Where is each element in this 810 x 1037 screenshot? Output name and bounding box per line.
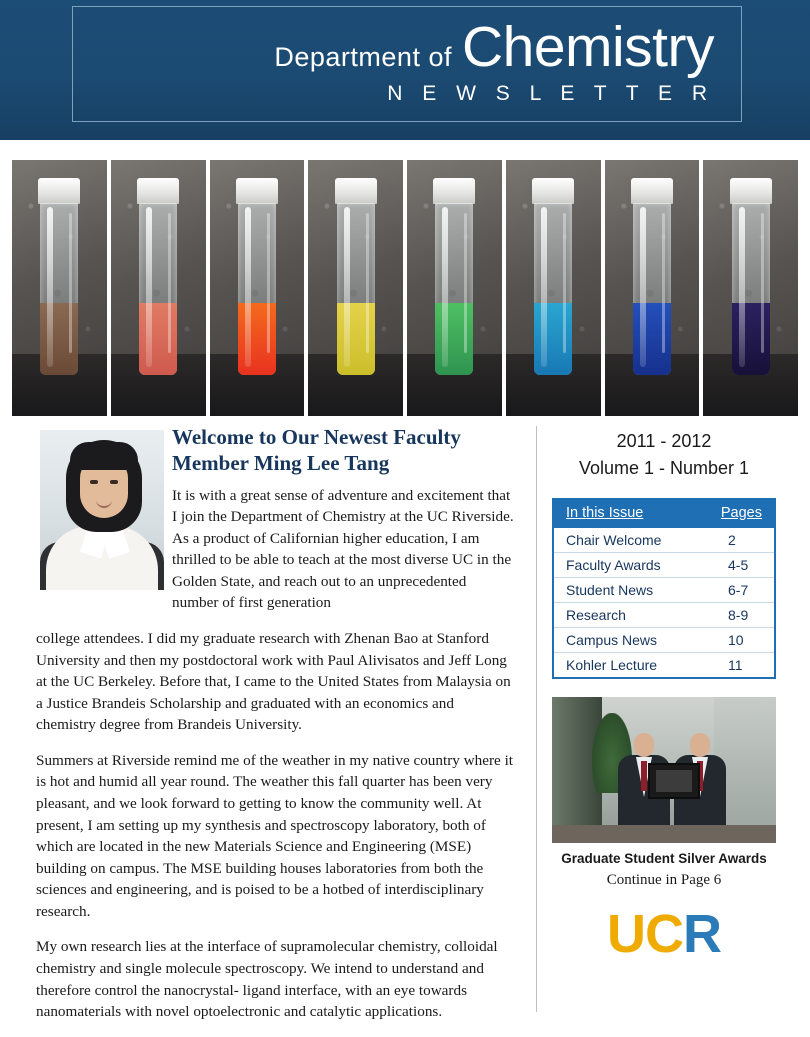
toc-entry[interactable] bbox=[554, 653, 774, 677]
toc-entry-title: Research bbox=[566, 607, 626, 623]
article-paragraph-1-continued: college attendees. I did my graduate research with Zhenan Bao at Stanford University and then my postdoctoral work with Paul Alivisatos and Jeff Long at the UC Berkeley. Before that, I came to the United States from Malaysia on a Justice Brandeis Scholarship and graduated with an economics and chemistry degree from Brandeis University. bbox=[36, 629, 511, 734]
portrait-eye-left bbox=[90, 480, 98, 484]
vial-cap bbox=[38, 178, 80, 204]
sample-vial bbox=[136, 178, 180, 390]
ucr-logo-letter-c: C bbox=[645, 904, 683, 964]
masthead bbox=[0, 0, 810, 140]
person-tie bbox=[641, 761, 647, 791]
banner-photo-vial-3 bbox=[210, 160, 305, 416]
sidebar-column bbox=[552, 424, 776, 964]
toc-entry-pages: 11 bbox=[728, 657, 743, 673]
toc-entry-title: Kohler Lecture bbox=[566, 657, 658, 673]
toc-entry[interactable] bbox=[554, 628, 774, 653]
toc-entry-pages: 2 bbox=[728, 532, 736, 548]
sample-vial bbox=[334, 178, 378, 390]
vial-highlight-secondary bbox=[69, 213, 72, 353]
toc-header-pages: Pages bbox=[720, 505, 762, 521]
article-headline: Welcome to Our Newest Faculty Member Ming Lee Tang bbox=[172, 425, 461, 476]
continue-reference: Continue in Page 6 bbox=[606, 872, 722, 888]
issue-years: 2011 - 2012 bbox=[616, 431, 712, 451]
toc-entry[interactable] bbox=[554, 603, 774, 628]
vial-highlight-secondary bbox=[168, 213, 171, 353]
article-paragraph-2: Summers at Riverside remind me of the weather in my native country where it is hot and humid all year round. The weather this fall quarter has been very pleasant, and we look forward to getting to know the community well. At present, I am setting up my synthesis and spectroscopy laboratory, both of which are located in the new Materials Science and Engineering (MSE) building on campus. The MSE building houses laboratories from both the sciences and engineering, and is poised to be a hotbed of interdisciplinary research. bbox=[36, 751, 514, 920]
vial-highlight bbox=[739, 207, 745, 367]
person-head bbox=[690, 733, 710, 757]
vial-cap bbox=[532, 178, 574, 204]
toc-entry-pages: 8-9 bbox=[728, 607, 749, 623]
toc-entry-title: Student News bbox=[566, 582, 654, 598]
portrait-fringe bbox=[70, 442, 138, 470]
vial-liquid bbox=[633, 303, 671, 375]
vial-highlight bbox=[442, 207, 448, 367]
newsletter-body bbox=[0, 424, 810, 1020]
vial-highlight bbox=[344, 207, 350, 367]
toc-entry-title: Faculty Awards bbox=[566, 557, 661, 573]
vial-highlight-secondary bbox=[464, 213, 467, 353]
ucr-logo-letter-u: U bbox=[607, 904, 645, 964]
toc-entry[interactable] bbox=[554, 578, 774, 603]
plaque-inner bbox=[656, 770, 692, 792]
main-article-column bbox=[36, 424, 516, 1037]
award-ceremony-photo bbox=[552, 697, 776, 843]
vial-body bbox=[534, 203, 572, 375]
department-label: Department of bbox=[274, 42, 452, 72]
toc-entry[interactable] bbox=[554, 553, 774, 578]
vial-highlight bbox=[640, 207, 646, 367]
sample-vial bbox=[37, 178, 81, 390]
vial-liquid bbox=[337, 303, 375, 375]
portrait-eye-right bbox=[110, 480, 118, 484]
toc-entry-pages: 6-7 bbox=[728, 582, 749, 598]
vial-liquid bbox=[732, 303, 770, 375]
vial-highlight bbox=[245, 207, 251, 367]
vial-cap bbox=[631, 178, 673, 204]
vial-highlight bbox=[47, 207, 53, 367]
banner-photo-vial-2 bbox=[111, 160, 206, 416]
sample-vial bbox=[235, 178, 279, 390]
vial-cap bbox=[730, 178, 772, 204]
vial-liquid bbox=[40, 303, 78, 375]
banner-photo-vial-4 bbox=[308, 160, 403, 416]
newsletter-label: N E W S L E T T E R bbox=[387, 82, 714, 105]
vial-highlight-secondary bbox=[267, 213, 270, 353]
vial-cap bbox=[137, 178, 179, 204]
article-paragraph-3: My own research lies at the interface of supramolecular chemistry, colloidal chemistry and single molecule spectroscopy. We intend to understand and therefore control the nanocrystal- ligand interface, with an eye towards nanomaterials with novel optoelectronic and catalytic applications. bbox=[36, 938, 498, 1021]
sample-vial bbox=[531, 178, 575, 390]
award-plaque bbox=[648, 763, 700, 799]
issue-volume-number: Volume 1 - Number 1 bbox=[578, 458, 750, 478]
subject-title: Chemistry bbox=[461, 15, 714, 79]
ucr-logo-letter-r: R bbox=[683, 904, 721, 964]
toc-entry-pages: 10 bbox=[728, 632, 744, 648]
article-paragraph-1-indented: It is with a great sense of adventure and excitement that I join the Department of Chemistry at the UC Riverside. As a product of Californian higher education, I am thrilled to be able to teach at the most diverse UC in the Golden State, and reach out to an unprecedented number of first generation bbox=[172, 486, 514, 612]
banner-photo-strip bbox=[12, 160, 798, 416]
toc-entry-title: Campus News bbox=[566, 632, 658, 648]
person-head bbox=[634, 733, 654, 757]
vial-body bbox=[337, 203, 375, 375]
vial-highlight bbox=[541, 207, 547, 367]
vial-highlight-secondary bbox=[761, 213, 764, 353]
banner-photo-vial-6 bbox=[506, 160, 601, 416]
vial-body bbox=[732, 203, 770, 375]
sample-vial bbox=[432, 178, 476, 390]
vial-highlight-secondary bbox=[563, 213, 566, 353]
vial-cap bbox=[236, 178, 278, 204]
vial-body bbox=[633, 203, 671, 375]
banner-photo-vial-7 bbox=[605, 160, 700, 416]
vial-body bbox=[139, 203, 177, 375]
vial-liquid bbox=[238, 303, 276, 375]
vial-body bbox=[238, 203, 276, 375]
masthead-title bbox=[72, 14, 742, 80]
toc-header-row bbox=[554, 500, 774, 528]
vial-highlight bbox=[146, 207, 152, 367]
vial-cap bbox=[433, 178, 475, 204]
photo-floor bbox=[552, 825, 776, 843]
vial-highlight-secondary bbox=[366, 213, 369, 353]
vial-liquid bbox=[435, 303, 473, 375]
banner-photo-vial-1 bbox=[12, 160, 107, 416]
article-top-block bbox=[36, 424, 516, 614]
faculty-portrait-photo bbox=[40, 430, 164, 590]
award-photo-caption: Graduate Student Silver Awards bbox=[561, 851, 767, 866]
sample-vial bbox=[630, 178, 674, 390]
vial-body bbox=[40, 203, 78, 375]
banner-photo-vial-5 bbox=[407, 160, 502, 416]
ucr-logo bbox=[552, 904, 776, 964]
table-of-contents bbox=[552, 498, 776, 679]
sample-vial bbox=[729, 178, 773, 390]
vial-highlight-secondary bbox=[662, 213, 665, 353]
toc-entry-title: Chair Welcome bbox=[566, 532, 662, 548]
banner-photo-vial-8 bbox=[703, 160, 798, 416]
toc-entry-pages: 4-5 bbox=[728, 557, 749, 573]
vial-cap bbox=[335, 178, 377, 204]
toc-header-title: In this Issue bbox=[566, 505, 644, 521]
toc-entry[interactable] bbox=[554, 528, 774, 553]
vial-liquid bbox=[139, 303, 177, 375]
column-divider bbox=[536, 426, 537, 1012]
vial-body bbox=[435, 203, 473, 375]
vial-liquid bbox=[534, 303, 572, 375]
